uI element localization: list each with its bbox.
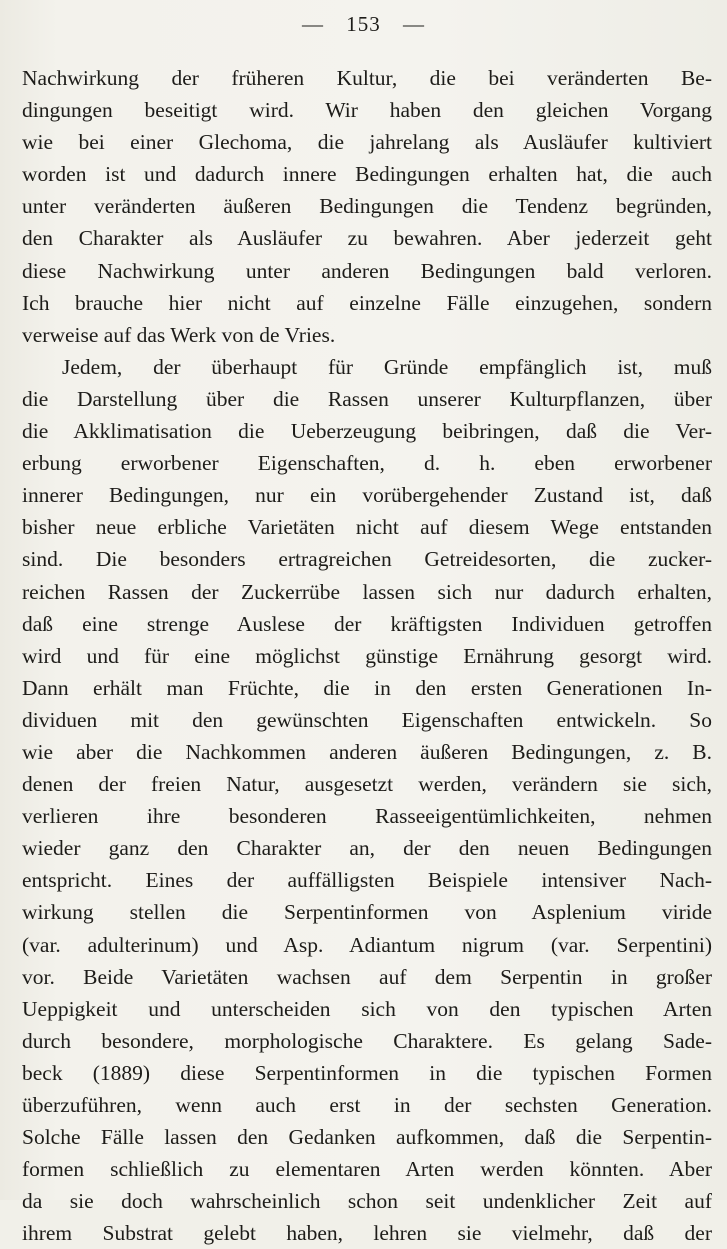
- paragraph: [22, 351, 712, 1249]
- text-line: wie aber die Nachkommen anderen äußeren Bedingungen, z. B.: [22, 739, 712, 764]
- text-line: beck (1889) diese Serpentinformen in die typischen Formen: [22, 1060, 712, 1085]
- text-line: worden ist und dadurch innere Bedingungen erhalten hat, die auch: [22, 162, 712, 187]
- text-line: die Darstellung über die Rassen unserer Kulturpflanzen, über: [22, 386, 712, 411]
- text-line: bisher neue erbliche Varietäten nicht auf diesem Wege entstanden: [22, 515, 712, 540]
- text-line: Dann erhält man Früchte, die in den ersten Generationen In-: [22, 675, 712, 700]
- text-line: reichen Rassen der Zuckerrübe lassen sich nur dadurch erhalten,: [22, 579, 712, 604]
- text-line: unter veränderten äußeren Bedingungen die Tendenz begründen,: [22, 194, 712, 219]
- text-line: (var. adulterinum) und Asp. Adiantum nigrum (var. Serpentini): [22, 932, 712, 957]
- text-line: dividuen mit den gewünschten Eigenschaften entwickeln. So: [22, 707, 712, 732]
- text-line: verweise auf das Werk von de Vries.: [22, 322, 336, 347]
- text-line: sind. Die besonders ertragreichen Getreidesorten, die zucker-: [22, 547, 712, 572]
- page-number: 153: [346, 12, 381, 36]
- body-text: [22, 62, 712, 1249]
- text-line: Ueppigkeit und unterscheiden sich von den typischen Arten: [22, 996, 712, 1021]
- header-dash-left: —: [302, 12, 324, 36]
- text-line: wirkung stellen die Serpentinformen von Asplenium viride: [22, 900, 712, 925]
- text-line: diese Nachwirkung unter anderen Bedingungen bald verloren.: [22, 258, 712, 283]
- text-line: entspricht. Eines der auffälligsten Beispiele intensiver Nach-: [22, 868, 712, 893]
- text-line: ihrem Substrat gelebt haben, lehren sie vielmehr, daß der: [22, 1221, 712, 1246]
- text-line: daß eine strenge Auslese der kräftigsten Individuen getroffen: [22, 611, 712, 636]
- text-line: erbung erworbener Eigenschaften, d. h. eben erworbener: [22, 451, 712, 476]
- text-line: denen der freien Natur, ausgesetzt werden, verändern sie sich,: [22, 772, 712, 797]
- text-line: da sie doch wahrscheinlich schon seit undenklicher Zeit auf: [22, 1189, 712, 1214]
- text-line: vor. Beide Varietäten wachsen auf dem Serpentin in großer: [22, 964, 712, 989]
- text-line: Jedem, der überhaupt für Gründe empfänglich ist, muß: [62, 354, 712, 379]
- text-line: verlieren ihre besonderen Rasseeigentümlichkeiten, nehmen: [22, 804, 712, 829]
- text-line: überzuführen, wenn auch erst in der sechsten Generation.: [22, 1093, 712, 1117]
- text-line: Ich brauche hier nicht auf einzelne Fälle einzugehen, sondern: [22, 290, 712, 315]
- text-line: wieder ganz den Charakter an, der den neuen Bedingungen: [22, 836, 712, 861]
- page-header: [0, 12, 727, 37]
- text-line: den Charakter als Ausläufer zu bewahren. Aber jederzeit geht: [22, 226, 712, 251]
- text-line: durch besondere, morphologische Charaktere. Es gelang Sade-: [22, 1028, 712, 1053]
- paragraph: [22, 62, 712, 351]
- text-line: formen schließlich zu elementaren Arten werden könnten. Aber: [22, 1157, 712, 1182]
- text-line: innerer Bedingungen, nur ein vorübergehender Zustand ist, daß: [22, 483, 712, 508]
- text-line: wird und für eine möglichst günstige Ernährung gesorgt wird.: [22, 643, 712, 668]
- text-line: Solche Fälle lassen den Gedanken aufkommen, daß die Serpentin-: [22, 1125, 712, 1150]
- text-line: Nachwirkung der früheren Kultur, die bei veränderten Be-: [22, 66, 712, 90]
- text-line: wie bei einer Glechoma, die jahrelang als Ausläufer kultiviert: [22, 130, 712, 155]
- text-line: die Akklimatisation die Ueberzeugung beibringen, daß die Ver-: [22, 419, 712, 444]
- text-line: dingungen beseitigt wird. Wir haben den gleichen Vorgang: [22, 98, 712, 123]
- header-dash-right: —: [403, 12, 425, 36]
